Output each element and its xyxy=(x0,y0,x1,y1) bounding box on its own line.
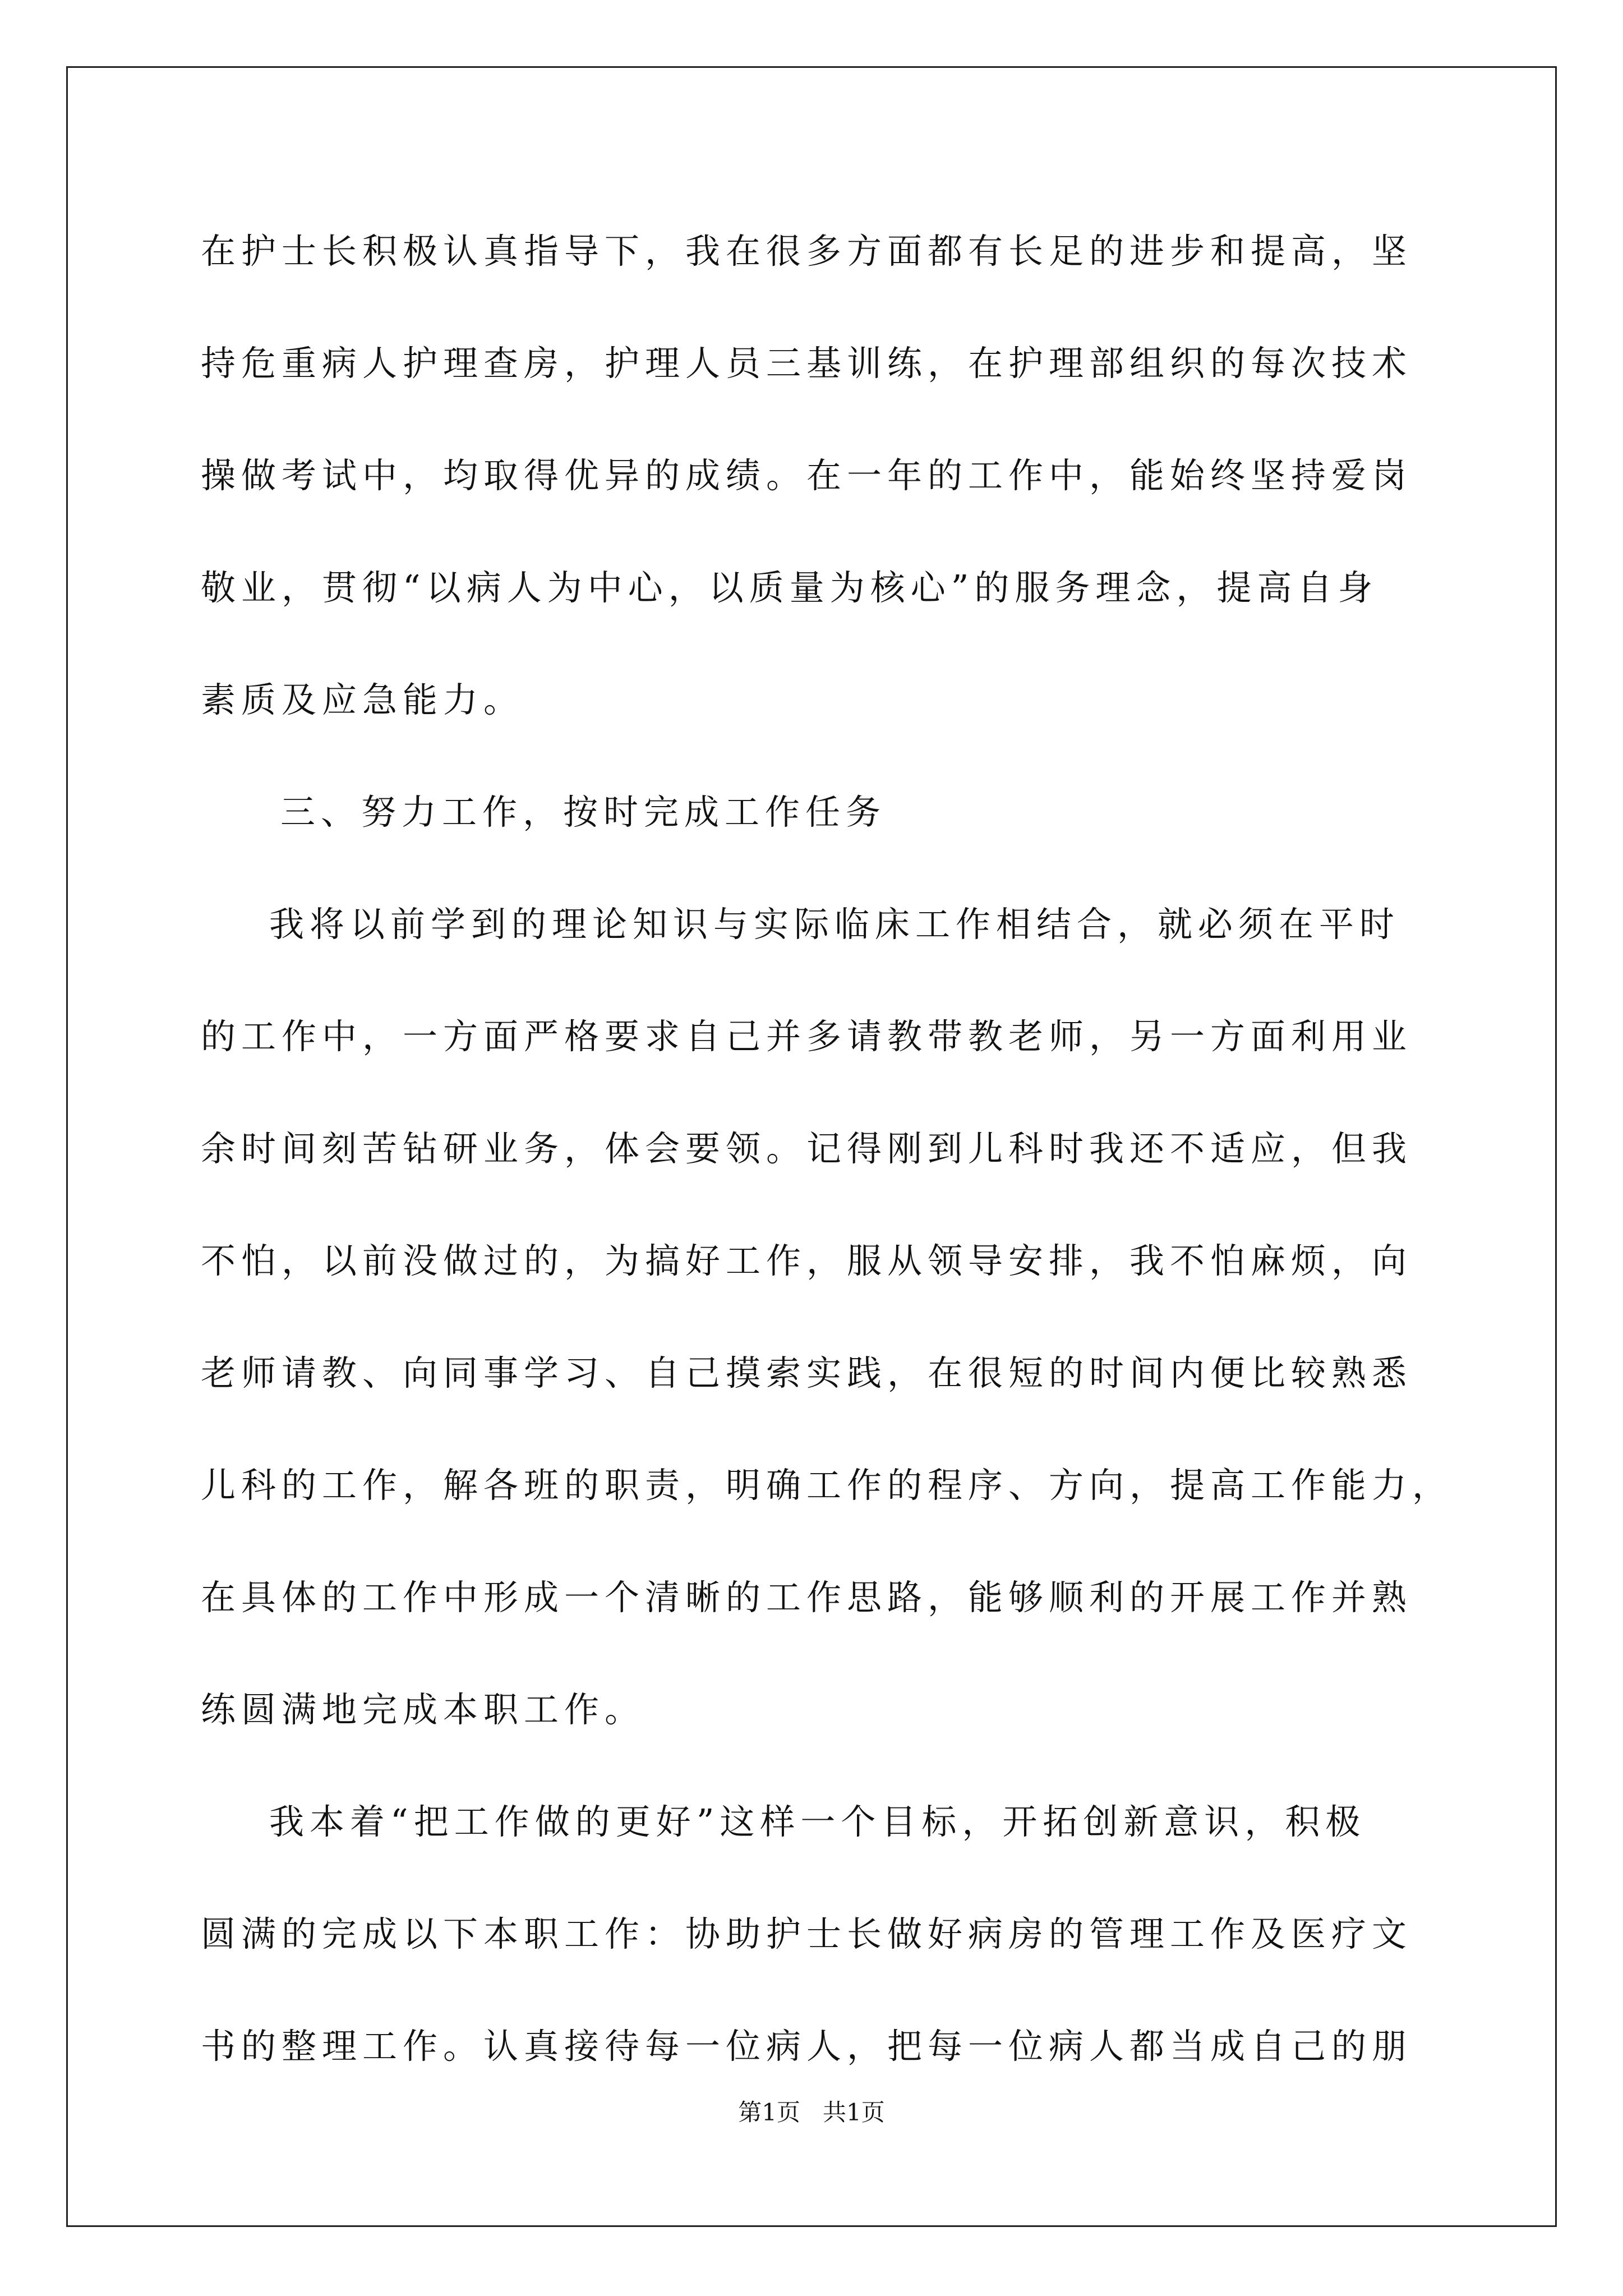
text-line: 持危重病人护理查房，护理人员三基训练，在护理部组织的每次技术 xyxy=(201,343,1413,384)
text-line: 操做考试中，均取得优异的成绩。在一年的工作中，能始终坚持爱岗 xyxy=(201,455,1413,496)
text-line: 在护士长积极认真指导下，我在很多方面都有长足的进步和提高，坚 xyxy=(201,231,1413,272)
text-line: 老师请教、向同事学习、自己摸索实践，在很短的时间内便比较熟悉 xyxy=(201,1352,1413,1393)
text-line: 余时间刻苦钻研业务，体会要领。记得刚到儿科时我还不适应，但我 xyxy=(201,1128,1413,1169)
text-line: 儿科的工作，解各班的职责，明确工作的程序、方向，提高工作能力， xyxy=(201,1465,1453,1506)
text-line: 练圆满地完成本职工作。 xyxy=(201,1689,645,1730)
text-line: 敬业，贯彻“以病人为中心，以质量为核心”的服务理念，提高自身 xyxy=(201,567,1378,608)
section-heading: 三、努力工作，按时完成工作任务 xyxy=(280,792,887,832)
text-line: 不怕，以前没做过的，为搞好工作，服从领导安排，我不怕麻烦，向 xyxy=(201,1240,1413,1281)
page-footer: 第1页 共1页 xyxy=(738,2099,885,2126)
text-line: 书的整理工作。认真接待每一位病人，把每一位病人都当成自己的朋 xyxy=(201,2026,1413,2067)
text-line: 我本着“把工作做的更好”这样一个目标，开拓创新意识，积极 xyxy=(269,1801,1366,1842)
text-line: 在具体的工作中形成一个清晰的工作思路，能够顺利的开展工作并熟 xyxy=(201,1577,1413,1618)
text-line: 素质及应急能力。 xyxy=(201,679,524,720)
text-line: 的工作中，一方面严格要求自己并多请教带教老师，另一方面利用业 xyxy=(201,1016,1413,1057)
text-line: 我将以前学到的理论知识与实际临床工作相结合，就必须在平时 xyxy=(269,904,1400,945)
text-line: 圆满的完成以下本职工作：协助护士长做好病房的管理工作及医疗文 xyxy=(201,1913,1413,1954)
